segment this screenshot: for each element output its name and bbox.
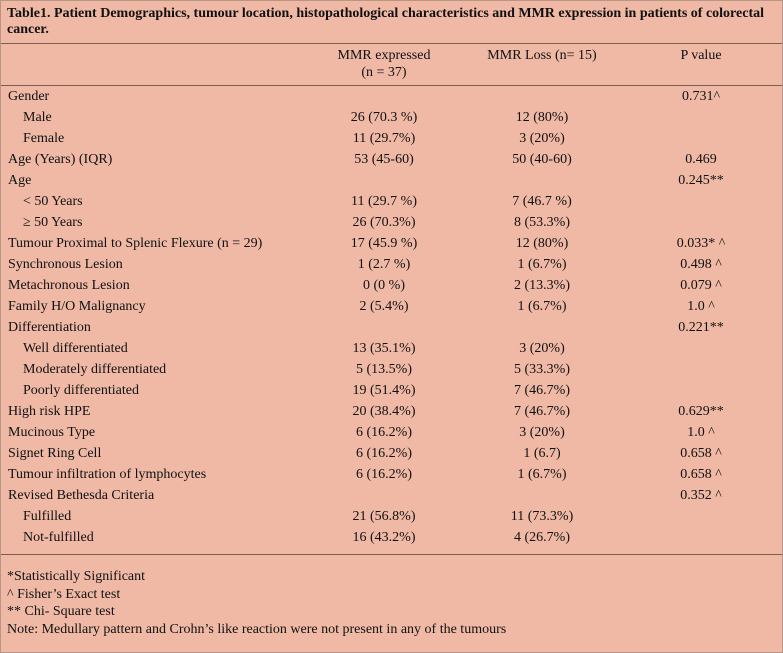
table-row [1,506,782,527]
row-label: Moderately differentiated [23,362,167,377]
row-label: Age (Years) (IQR) [8,152,113,167]
cell-mmr-expressed: 17 (45.9 %) [350,236,418,251]
cell-p-value: 0.498 ^ [680,257,722,272]
cell-p-value: 0.352 ^ [680,488,722,503]
table-row [1,359,782,380]
cell-p-value: 0.079 ^ [680,278,722,293]
cell-mmr-expressed: 6 (16.2%) [356,467,412,482]
table-row [1,401,782,422]
cell-mmr-expressed: 26 (70.3%) [352,215,416,230]
header-p-value: P value [680,48,722,63]
table-row [1,443,782,464]
cell-mmr-loss: 3 (20%) [519,341,565,356]
cell-mmr-loss: 1 (6.7%) [517,299,567,314]
cell-mmr-expressed: 11 (29.7%) [352,131,416,146]
table-row [1,296,782,317]
row-label: ≥ 50 Years [23,215,83,230]
row-label: Poorly differentiated [23,383,139,398]
table-row [1,86,782,107]
cell-mmr-expressed: 19 (51.4%) [352,383,416,398]
cell-mmr-loss: 5 (33.3%) [514,362,570,377]
cell-mmr-loss: 3 (20%) [519,131,565,146]
cell-p-value: 1.0 ^ [687,425,715,440]
table-row [1,191,782,212]
cell-mmr-expressed: 13 (35.1%) [352,341,416,356]
note-medullary: Note: Medullary pattern and Crohn’s like reaction were not present in any of the tumours [7,621,507,637]
row-label: Metachronous Lesion [8,278,130,293]
table-row [1,527,782,548]
row-label: Fulfilled [23,509,72,524]
cell-mmr-loss: 50 (40-60) [512,152,572,167]
row-label: Mucinous Type [8,425,96,440]
row-label: Tumour Proximal to Splenic Flexure (n = 29) [8,236,263,251]
note-chi-square: ** Chi- Square test [7,604,115,619]
row-label: Gender [8,89,50,104]
cell-p-value: 0.731^ [681,89,721,104]
header-mmr-expressed-line2: (n = 37) [361,65,407,80]
row-label: Male [23,110,52,125]
top-rule [1,43,782,44]
table-row [1,212,782,233]
table-row [1,149,782,170]
row-label: Not-fulfilled [23,530,94,545]
table-notes [7,568,506,638]
cell-mmr-loss: 4 (26.7%) [514,530,570,545]
cell-mmr-expressed: 6 (16.2%) [356,446,412,461]
row-label: Synchronous Lesion [8,257,123,272]
table-body [1,86,782,548]
table-row [1,254,782,275]
note-significance: *Statistically Significant [7,569,146,584]
row-label: Signet Ring Cell [8,446,102,461]
table-row [1,464,782,485]
cell-mmr-expressed: 2 (5.4%) [359,299,409,314]
cell-mmr-loss: 7 (46.7%) [514,404,570,419]
header-mmr-expressed-line1: MMR expressed [337,48,431,63]
cell-p-value: 0.245** [678,173,724,188]
table-caption: Table1. Patient Demographics, tumour location, histopathological characteristics and MMR expression in patients of colorectal cancer. [7,6,764,37]
cell-mmr-loss: 8 (53.3%) [514,215,570,230]
cell-mmr-expressed: 53 (45-60) [354,152,414,167]
cell-mmr-expressed: 21 (56.8%) [352,509,416,524]
cell-mmr-loss: 1 (6.7%) [517,467,567,482]
table-row [1,317,782,338]
cell-mmr-loss: 7 (46.7 %) [512,194,572,209]
cell-mmr-expressed: 11 (29.7 %) [351,194,417,209]
row-label: Age [8,173,32,188]
row-label: Tumour infiltration of lymphocytes [8,467,207,482]
table-row [1,128,782,149]
cell-mmr-loss: 1 (6.7) [523,446,561,461]
cell-mmr-expressed: 1 (2.7 %) [357,257,411,272]
cell-mmr-loss: 12 (80%) [515,110,569,125]
table-row [1,107,782,128]
cell-mmr-loss: 11 (73.3%) [510,509,574,524]
cell-p-value: 0.221** [678,320,724,335]
table-row [1,233,782,254]
cell-mmr-loss: 1 (6.7%) [517,257,567,272]
cell-p-value: 0.658 ^ [680,467,722,482]
note-fisher: ^ Fisher’s Exact test [7,586,121,602]
row-label: Well differentiated [23,341,128,356]
cell-mmr-expressed: 20 (38.4%) [352,404,416,419]
cell-mmr-expressed: 5 (13.5%) [356,362,412,377]
table-row [1,422,782,443]
row-label: High risk HPE [8,404,91,419]
cell-mmr-expressed: 26 (70.3 %) [350,110,418,125]
cell-mmr-loss: 7 (46.7%) [514,383,570,398]
table-row [1,170,782,191]
row-label: Revised Bethesda Criteria [8,488,155,503]
cell-mmr-loss: 3 (20%) [519,425,565,440]
cell-p-value: 0.658 ^ [680,446,722,461]
bottom-rule [1,554,782,555]
cell-p-value: 0.629** [678,404,724,419]
header-mmr-loss: MMR Loss (n= 15) [487,48,597,63]
table-row [1,275,782,296]
cell-mmr-loss: 2 (13.3%) [514,278,570,293]
cell-mmr-expressed: 16 (43.2%) [352,530,416,545]
row-label: < 50 Years [23,194,83,209]
cell-p-value: 0.469 [685,152,717,167]
row-label: Differentiation [8,320,91,335]
row-label: Female [23,131,65,146]
cell-p-value: 0.033* ^ [676,236,726,251]
cell-p-value: 1.0 ^ [687,299,715,314]
cell-mmr-expressed: 0 (0 %) [363,278,405,293]
table-row [1,485,782,506]
row-label: Family H/O Malignancy [8,299,146,314]
table-row [1,338,782,359]
table-row [1,380,782,401]
cell-mmr-expressed: 6 (16.2%) [356,425,412,440]
header-mmr-expressed [314,47,454,81]
cell-mmr-loss: 12 (80%) [515,236,569,251]
